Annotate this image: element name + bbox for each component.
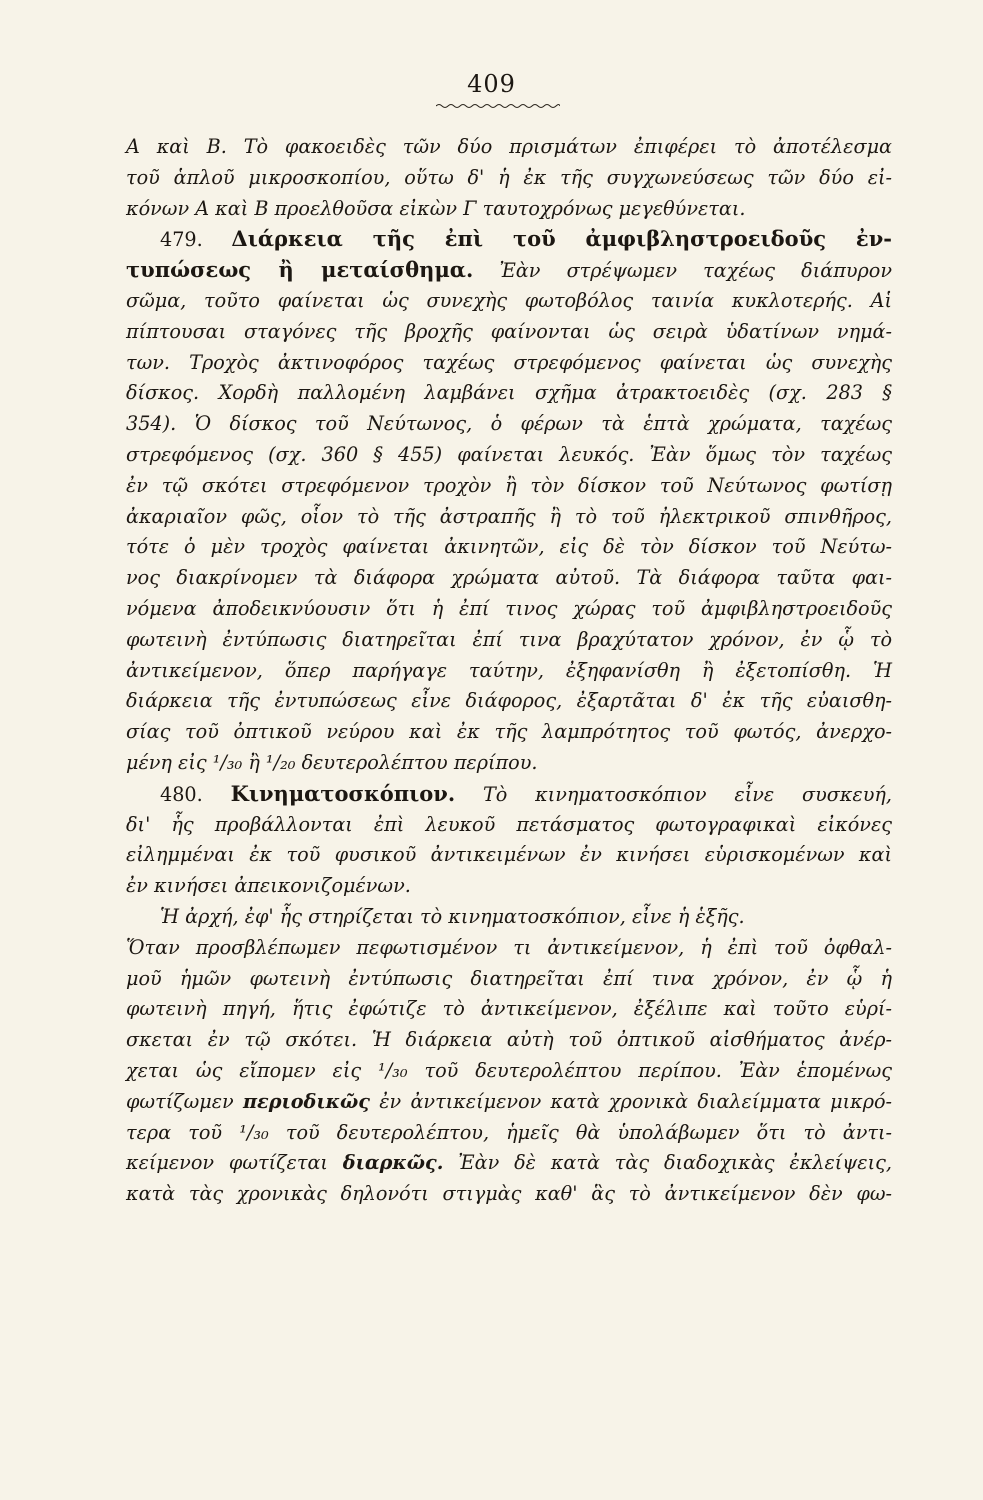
text-line <box>126 717 892 748</box>
text-line <box>126 409 892 440</box>
line-text: Ἐὰν δὲ κατὰ τὰς διαδοχικὰς ἐκλείψεις, <box>458 1151 892 1175</box>
text-line <box>126 317 892 348</box>
text-line <box>126 625 892 656</box>
text-line <box>126 255 892 286</box>
text-line <box>126 871 892 902</box>
line-text: διάρκεια τῆς ἐντυπώσεως εἶνε διάφορος, ἐξαρτᾶται δ' ἐκ τῆς εὐαισθη- <box>126 689 892 713</box>
text-line <box>126 224 892 255</box>
line-text: σκεται ἐν τῷ σκότει. Ἡ διάρκεια αὐτὴ τοῦ ὀπτικοῦ αἰσθήματος ἀνέρ- <box>126 1028 892 1052</box>
text-line <box>126 194 892 225</box>
line-text: δι' ἧς προβάλλονται ἐπὶ λευκοῦ πετάσματος φωτογραφικαὶ εἰκόνες <box>126 812 892 836</box>
line-text: μένη εἰς ¹/₃₀ ἢ ¹/₂₀ δευτερολέπτου περίπου. <box>126 750 538 774</box>
text-line <box>126 378 892 409</box>
section-number: 479. <box>160 228 203 252</box>
text-line <box>126 1179 892 1210</box>
body-text <box>126 132 892 1210</box>
line-text: φωτεινὴ ἐντύπωσις διατηρεῖται ἐπί τινα βραχύτατον χρόνον, ἐν ᾧ τὸ <box>126 627 892 651</box>
line-text: χεται ὡς εἴπομεν εἰς ¹/₃₀ τοῦ δευτερολέπτου περίπου. Ἐὰν ἑπομένως <box>126 1058 892 1082</box>
line-text: ἀντικείμενον, ὅπερ παρήγαγε ταύτην, ἐξηφανίσθη ἢ ἐξετοπίσθη. Ἡ <box>126 658 892 682</box>
line-text: στρεφόμενος (σχ. 360 § 455) φαίνεται λευκός. Ἐὰν ὅμως τὸν ταχέως <box>126 442 892 466</box>
line-text: κόνων Α καὶ Β προελθοῦσα εἰκὼν Γ ταυτοχρόνως μεγεθύνεται. <box>126 196 746 220</box>
line-text: τερα τοῦ ¹/₃₀ τοῦ δευτερολέπτου, ἡμεῖς θὰ ὑπολάβωμεν ὅτι τὸ ἀντι- <box>126 1120 892 1144</box>
text-line <box>126 594 892 625</box>
line-text: μοῦ ἡμῶν φωτεινὴ ἐντύπωσις διατηρεῖται ἐπί τινα χρόνον, ἐν ᾧ ἡ <box>126 966 892 990</box>
line-text: ἐν τῷ σκότει στρεφόμενον τροχὸν ἢ τὸν δίσκον τοῦ Νεύτωνος φωτίσῃ <box>126 473 892 497</box>
page-number: 409 <box>467 70 516 98</box>
line-text: Α καὶ Β. Τὸ φακοειδὲς τῶν δύο πρισμάτων ἐπιφέρει τὸ ἀποτέλεσμα <box>126 135 892 158</box>
text-line <box>126 132 892 163</box>
text-line <box>126 502 892 533</box>
text-line <box>126 532 892 563</box>
line-text: φωτίζωμεν <box>126 1089 234 1113</box>
line-text: ἐν ἀντικείμενον κατὰ χρονικὰ διαλείμματα μικρό- <box>379 1089 893 1113</box>
line-text: δίσκος. Χορδὴ παλλομένη λαμβάνει σχῆμα ἀτρακτοειδὲς (σχ. 283 § <box>126 381 892 405</box>
line-text: κατὰ τὰς χρονικὰς δηλονότι στιγμὰς καθ' ἃς τὸ ἀντικείμενον δὲν φω- <box>126 1182 892 1206</box>
line-text: κείμενον φωτίζεται <box>126 1151 328 1175</box>
line-text: εἰλημμέναι ἐκ τοῦ φυσικοῦ ἀντικειμένων ἐν κινήσει εὑρισκομένων καὶ <box>126 843 892 867</box>
text-line <box>126 1025 892 1056</box>
line-text: νόμενα ἀποδεικνύουσιν ὅτι ἡ ἐπί τινος χώρας τοῦ ἀμφιβληστροειδοῦς <box>126 596 892 620</box>
section-heading: τυπώσεως ἢ μεταίσθημα. <box>126 257 474 283</box>
text-line <box>126 656 892 687</box>
text-line <box>126 902 892 933</box>
section-number: 480. <box>160 782 203 806</box>
line-text: τότε ὁ μὲν τροχὸς φαίνεται ἀκινητῶν, εἰς δὲ τὸν δίσκον τοῦ Νεύτω- <box>126 535 892 559</box>
text-line <box>126 563 892 594</box>
emphasis-text: διαρκῶς. <box>342 1151 444 1175</box>
section-heading: Διάρκεια τῆς ἐπὶ τοῦ ἀμφιβληστροειδοῦς ἐν- <box>231 226 892 252</box>
text-line <box>126 163 892 194</box>
text-line <box>126 286 892 317</box>
text-line <box>126 964 892 995</box>
text-line <box>126 933 892 964</box>
line-text: ἐν κινήσει ἀπεικονιζομένων. <box>126 874 411 898</box>
text-line <box>126 1118 892 1149</box>
line-text: πίπτουσαι σταγόνες τῆς βροχῆς φαίνονται ὡς σειρὰ ὑδατίνων νημά- <box>126 319 892 343</box>
text-line <box>126 1087 892 1118</box>
text-line <box>126 1148 892 1179</box>
text-line <box>126 440 892 471</box>
text-line <box>126 748 892 779</box>
line-text: φωτεινὴ πηγή, ἥτις ἐφώτιζε τὸ ἀντικείμενον, ἐξέλιπε καὶ τοῦτο εὑρί- <box>126 997 892 1021</box>
text-line <box>126 1056 892 1087</box>
text-line <box>126 994 892 1025</box>
line-text: σῶμα, τοῦτο φαίνεται ὡς συνεχὴς φωτοβόλος ταινία κυκλοτερής. Αἱ <box>126 288 892 312</box>
text-line <box>126 348 892 379</box>
line-text: νος διακρίνομεν τὰ διάφορα χρώματα αὐτοῦ. Τὰ διάφορα ταῦτα φαι- <box>126 566 892 590</box>
text-line <box>126 840 892 871</box>
text-line <box>126 686 892 717</box>
line-text: Τὸ κινηματοσκόπιον εἶνε συσκευή, <box>482 782 892 806</box>
text-line <box>126 779 892 810</box>
line-text: σίας τοῦ ὀπτικοῦ νεύρου καὶ ἐκ τῆς λαμπρότητος τοῦ φωτός, ἀνερχο- <box>126 720 892 744</box>
section-heading: Κινηματοσκόπιον. <box>230 780 456 806</box>
line-text: Ἡ ἀρχή, ἐφ' ἧς στηρίζεται τὸ κινηματοσκόπιον, εἶνε ἡ ἑξῆς. <box>160 904 745 928</box>
line-text: τοῦ ἁπλοῦ μικροσκοπίου, οὕτω δ' ἡ ἐκ τῆς συγχωνεύσεως τῶν δύο εἰ- <box>126 165 892 189</box>
emphasis-text: περιοδικῶς <box>242 1089 370 1113</box>
line-text: Ὅταν προσβλέπωμεν πεφωτισμένον τι ἀντικείμενον, ἡ ἐπὶ τοῦ ὀφθαλ- <box>126 935 892 959</box>
wavy-rule-ornament <box>436 102 560 110</box>
line-text: ἀκαριαῖον φῶς, οἷον τὸ τῆς ἀστραπῆς ἢ τὸ τοῦ ἠλεκτρικοῦ σπινθῆρος, <box>126 504 892 528</box>
text-line <box>126 810 892 841</box>
line-text: Ἐὰν στρέψωμεν ταχέως διάπυρον <box>499 259 892 283</box>
line-text: των. Τροχὸς ἀκτινοφόρος ταχέως στρεφόμενος φαίνεται ὡς συνεχὴς <box>126 350 892 374</box>
line-text: 354). Ὁ δίσκος τοῦ Νεύτωνος, ὁ φέρων τὰ ἑπτὰ χρώματα, ταχέως <box>126 412 892 436</box>
text-line <box>126 471 892 502</box>
